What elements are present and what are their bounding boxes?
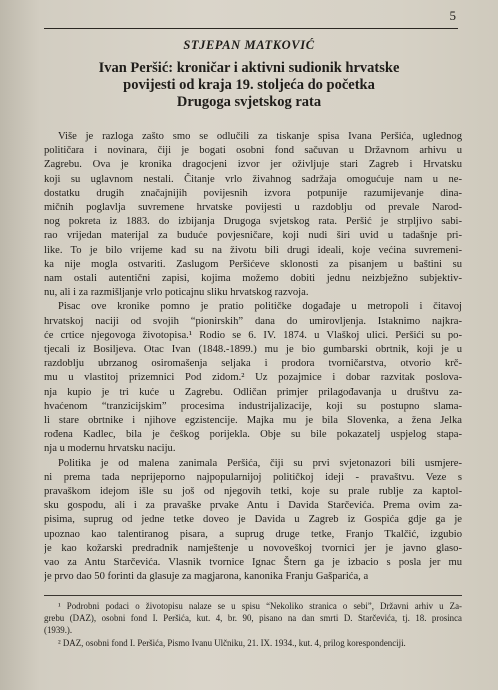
- text-line: će crtice njegovoga životopisa.¹ Rodio se 6. IV. 1874. u Vlaškoj ulici. Peršići su po-: [44, 329, 462, 341]
- text-line: Zagrebu. Ova je kronika dragocjeni izvor jer oživljuje stari Zagreb i Hrvatsku: [44, 159, 462, 171]
- text-line: Pisac ove kronike pomno je pratio političke događaje u metropoli i čitavoj: [58, 301, 462, 313]
- text-line: upoznao kao talentiranog pisara, a suprug druge tetke, Franjo Tkalčić, izgubio: [44, 528, 462, 540]
- text-line: nu, ali i za razmišljanje vrlo poticajnu sliku hrvatskog razvoja.: [44, 287, 309, 299]
- text-line: političara i novinara, čiji je bogati osobni fond sačuvan u Državnom arhivu u: [44, 145, 462, 157]
- text-line: nja u modernu hrvatsku naciju.: [44, 443, 176, 455]
- running-header-author: STJEPAN MATKOVIĆ: [183, 38, 315, 52]
- title-line: Drugoga svjetskog rata: [176, 94, 322, 110]
- text-line: rao vrijedan materijal za buduće povjesničare, koji nudi širi uvid u tadašnje pri-: [44, 230, 462, 242]
- text-line: koji su uglavnom nestali. Čitanje vrlo živahnog sadržaja omogućuje nam u ne-: [44, 173, 462, 185]
- footnote-line: ¹ Podrobni podaci o životopisu nalaze se u spisu “Nekoliko stranica o sebi”, Državni arhiv u Za-: [58, 601, 462, 611]
- text-line: mičnih poglavlja suvremene hrvatske povijesti u razdoblju od prevale Narod-: [44, 202, 462, 214]
- chapter-title: [40, 60, 458, 111]
- footnote: [44, 600, 462, 637]
- footnote: [44, 637, 462, 649]
- footnote-line: ² DAZ, osobni fond I. Peršića, Pismo Ivanu Ulčniku, 21. IX. 1934., kut. 4, prilog korespondenciji.: [58, 637, 406, 648]
- text-line: li stare obrtnike i njihove egzistencije. Majka mu je bila Slovenka, a žena Jelka: [44, 415, 462, 427]
- text-line: like. To je bilo vrijeme kad su na životu bili drugi ideali, koje većina suvremeni-: [44, 244, 462, 256]
- text-line: mu u vlastitoj prizemnici Pod zidom.² Uz pozajmice i dobar razvitak poslova-: [44, 372, 462, 384]
- footnotes: [44, 595, 462, 649]
- text-line: nog pokreta iz 1883. do izbijanja Drugoga svjetskog rata. Peršić je strpljivo sabi-: [44, 216, 462, 228]
- title-line: Ivan Peršić: kroničar i aktivni sudionik hrvatske: [98, 60, 400, 76]
- text-line: hvaćenom “tranzicijskim” procesima industrijalizacije, koji su postupno slama-: [44, 400, 462, 412]
- paragraph: [44, 130, 462, 300]
- text-line: pravaškom idejom išle su još od njegovih tetki, koje su prale rublje za kaptol-: [44, 486, 462, 498]
- text-line: vao za Antu Starčevića. Vlasnik tvornice Ignac Štern ga je izbacio s posla jer mu: [44, 557, 462, 569]
- text-line: dostatku drugih značajnijih povijesnih izvora potpunije razumijevanje dina-: [44, 187, 462, 199]
- title-line: povijesti od kraja 19. stoljeća do početka: [123, 77, 375, 93]
- text-line: je prvo dao 50 forinti da glasuje za magjarona, kanonika Franju Gašparića, a: [44, 571, 369, 583]
- text-line: Više je razloga zašto smo se odlučili za tiskanje spisa Ivana Peršića, uglednog: [58, 131, 462, 142]
- paragraph: [44, 300, 462, 456]
- footnote-line: grebu (DAZ), osobni fond I. Peršića, kut. 4, br. 90, pisano na dan smrti D. Starčevića, tj. 18. prosinca: [44, 613, 462, 624]
- page-number: 5: [449, 8, 456, 23]
- header-rule: [44, 28, 458, 29]
- text-line: ka nije mogla ostvariti. Zaslugom Peršićeve sklonosti za pisanjem u baštini su: [44, 258, 462, 270]
- text-line: razdoblju ubrzanog osiromašenja seljaka i prodora tvorničarstva, otvorio krč-: [44, 358, 462, 370]
- text-line: nja kupio je tri kuće u Zagrebu. Odličan primjer prilagođavanja u društvu za-: [44, 386, 462, 398]
- text-line: rođena Kadlec, bila je češkog porijekla. Obje su bile pokazatelj uspjelog stapa-: [44, 429, 462, 441]
- text-line: pisima, suprug od jedne tetke doveo je Davida u Zagreb iz Gospića gdje ga je: [44, 514, 462, 526]
- footnote-line: (1939.).: [44, 625, 73, 636]
- text-line: sku gospodu, ali i za pravaške prvake Antu i Davida Starčevića. Prema ovim za-: [44, 500, 462, 512]
- text-line: ni prema tada neprijeporno najpopularnijoj političkoj ideji - pravaštvu. Veze s: [44, 471, 462, 483]
- body-text: [44, 130, 462, 585]
- text-line: Politika je od malena zanimala Peršića, čiji su prvi svjetonazori bili usmjere-: [58, 457, 462, 469]
- text-line: nam ostali autentični zapisi, kojima možemo dobiti jednu neizbježno subjektiv-: [44, 273, 462, 285]
- paragraph: [44, 457, 462, 585]
- text-line: hrvatskoj naciji od svojih “pionirskih” dana do umirovljenja. Istaknimo najkra-: [44, 315, 462, 327]
- text-line: je kao kožarski predradnik namještenje u novoveškoj tvornici jer je javno glaso-: [44, 542, 462, 554]
- text-line: tjecali iz Bosiljeva. Otac Ivan (1848.-1899.) mu je bio gumbarski obrtnik, koji je u: [44, 344, 462, 356]
